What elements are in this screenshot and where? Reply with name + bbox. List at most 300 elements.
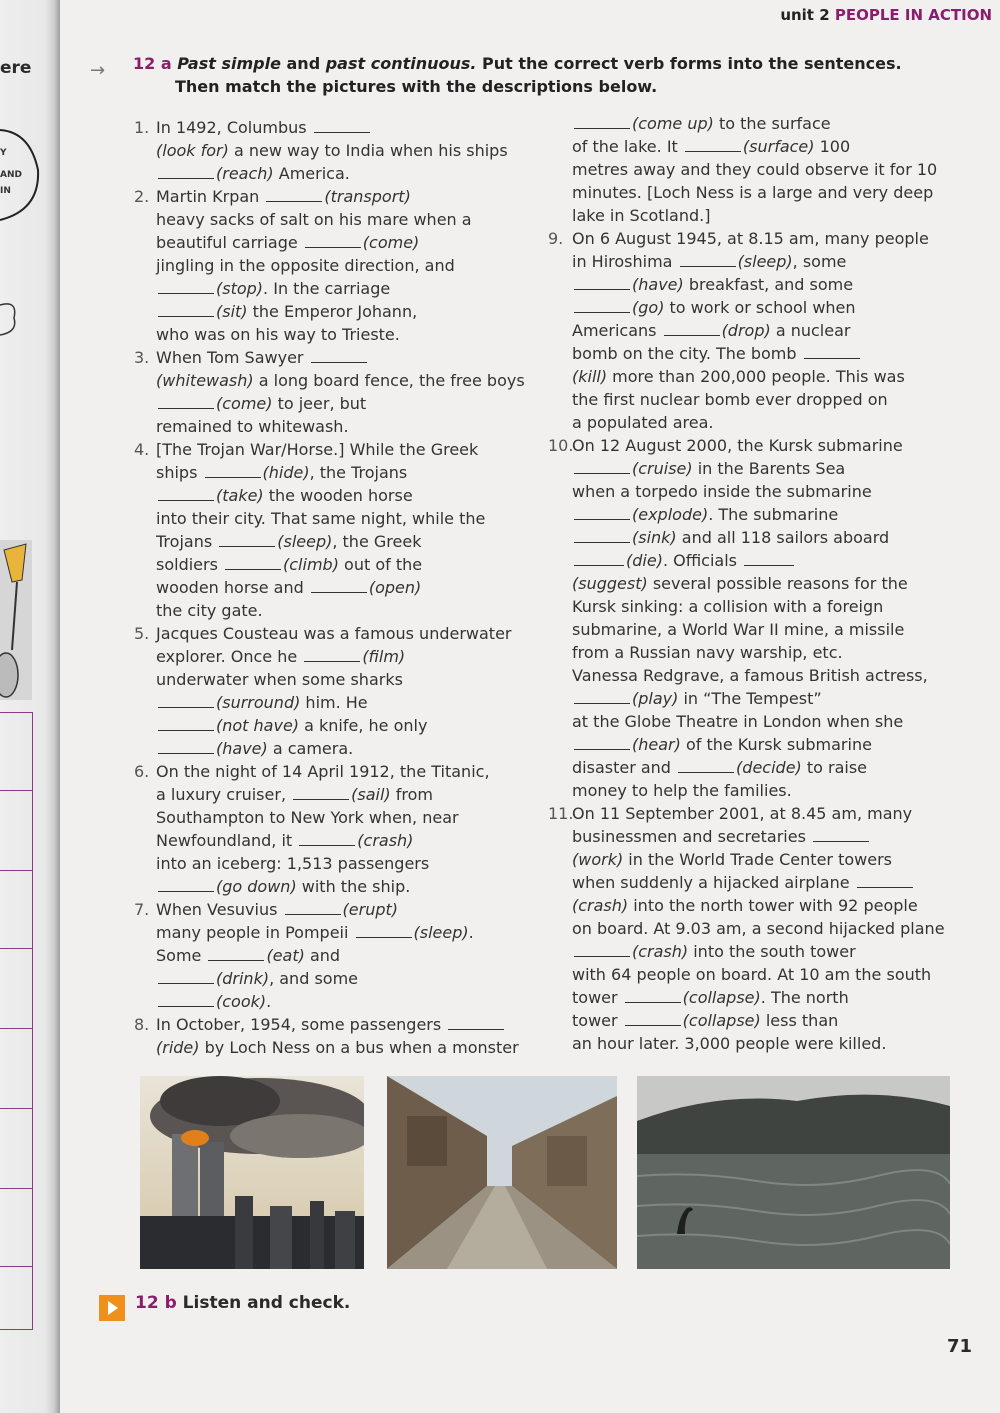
sentence-text: , some — [792, 252, 847, 271]
sentence-text: . — [468, 923, 474, 942]
sentence-text: , and some — [269, 969, 358, 988]
answer-blank[interactable] — [158, 877, 214, 892]
answer-blank[interactable] — [574, 735, 630, 750]
sentence-text: disaster and — [572, 758, 677, 777]
loch-ness-photo-icon — [637, 1076, 950, 1269]
answer-blank[interactable] — [266, 187, 322, 202]
sentence-text: by Loch Ness on a bus when a monster — [199, 1038, 519, 1057]
exercise-line — [134, 783, 525, 806]
answer-blank[interactable] — [574, 942, 630, 957]
sentence-text: a camera. — [267, 739, 354, 758]
verb-hint: (sleep) — [413, 923, 469, 942]
exercise-line — [134, 1036, 525, 1059]
answer-blank[interactable] — [285, 900, 341, 915]
sentence-text: a nuclear — [770, 321, 851, 340]
sentence-text: to jeer, but — [272, 394, 367, 413]
answer-blank[interactable] — [574, 114, 630, 129]
answer-blank[interactable] — [574, 528, 630, 543]
table-row — [0, 1266, 32, 1267]
table-row — [0, 1108, 32, 1109]
sentence-text: to raise — [801, 758, 868, 777]
sentence-text: him. He — [300, 693, 368, 712]
sentence-text: When Tom Sawyer — [156, 348, 309, 367]
exercise-line — [134, 116, 525, 139]
exercise-line — [134, 875, 525, 898]
exercise-line — [134, 530, 525, 553]
verb-hint: (whitewash) — [156, 371, 254, 390]
sentence-text: Vanessa Redgrave, a famous British actress, — [572, 666, 928, 685]
sentence-text: On 6 August 1945, at 8.15 am, many people — [572, 229, 929, 248]
item-number: 4. — [134, 440, 150, 459]
sentence-text: Kursk sinking: a collision with a foreign — [572, 597, 884, 616]
exercise-line — [548, 802, 945, 825]
title-italic: past continuous. — [325, 54, 477, 73]
verb-hint: (cook) — [216, 992, 267, 1011]
sentence-text: a new way to India when his ships — [228, 141, 508, 160]
verb-hint: (take) — [216, 486, 264, 505]
sentence-text: On 11 September 2001, at 8.45 am, many — [572, 804, 913, 823]
facing-page-fragment: IN — [0, 186, 11, 196]
exercise-line — [548, 848, 945, 871]
answer-blank[interactable] — [158, 969, 214, 984]
verb-hint: (surface) — [742, 137, 815, 156]
sentence-text: the city gate. — [156, 601, 263, 620]
exercise-line — [134, 461, 525, 484]
sentence-text: jingling in the opposite direction, and — [156, 256, 455, 275]
answer-blank[interactable] — [299, 831, 355, 846]
exercise-line — [134, 622, 525, 645]
sentence-text: submarine, a World War II mine, a missile — [572, 620, 905, 639]
guitar-illustration-icon — [0, 540, 32, 700]
exercise-line — [134, 599, 525, 622]
verb-hint: (eat) — [266, 946, 305, 965]
exercise-line — [548, 181, 945, 204]
answer-blank[interactable] — [219, 532, 275, 547]
verb-hint: (go) — [632, 298, 665, 317]
exercise-line — [134, 760, 525, 783]
right-column — [548, 112, 945, 1055]
exercise-line — [548, 572, 945, 595]
answer-blank[interactable] — [158, 693, 214, 708]
sentence-text: in the Barents Sea — [692, 459, 846, 478]
answer-blank[interactable] — [574, 551, 624, 566]
answer-blank[interactable] — [158, 302, 214, 317]
unit-label: unit 2 — [780, 6, 830, 24]
answer-blank[interactable] — [664, 321, 720, 336]
exercise-line — [548, 871, 945, 894]
table-row — [0, 712, 32, 713]
sentence-text: breakfast, and some — [683, 275, 854, 294]
sentence-text: . In the carriage — [263, 279, 391, 298]
exercise-line — [134, 277, 525, 300]
unit-topic: PEOPLE IN ACTION — [834, 6, 992, 24]
verb-hint: (open) — [368, 578, 422, 597]
sentence-text: . Officials — [662, 551, 743, 570]
exercise-line — [548, 273, 945, 296]
exercise-line — [548, 779, 945, 802]
exercise-line — [548, 434, 945, 457]
verb-hint: (stop) — [216, 279, 264, 298]
verb-hint: (cruise) — [632, 459, 693, 478]
facing-page-word: ere — [0, 58, 32, 78]
exercise-line — [548, 549, 945, 572]
exercise-line — [134, 231, 525, 254]
exercise-line — [134, 553, 525, 576]
verb-hint: (hide) — [262, 463, 310, 482]
exercise-line — [548, 917, 945, 940]
sentence-text: lake in Scotland.] — [572, 206, 711, 225]
verb-hint: (have) — [216, 739, 268, 758]
item-number: 5. — [134, 624, 150, 643]
sentence-text: with the ship. — [296, 877, 411, 896]
sentence-text: money to help the families. — [572, 781, 792, 800]
sentence-text: tower — [572, 988, 623, 1007]
exercise-line — [134, 346, 525, 369]
sentence-text: . The north — [760, 988, 849, 1007]
flower-icon — [0, 300, 20, 340]
sentence-text: bomb on the city. The bomb — [572, 344, 802, 363]
item-number: 10. — [548, 436, 574, 455]
sentence-text: , the Greek — [332, 532, 422, 551]
exercise-line — [548, 503, 945, 526]
sentence-text: minutes. [Loch Ness is a large and very deep — [572, 183, 934, 202]
answer-blank[interactable] — [574, 298, 630, 313]
sentence-text: into the south tower — [688, 942, 856, 961]
answer-blank[interactable] — [208, 946, 264, 961]
sentence-text: the Emperor Johann, — [247, 302, 418, 321]
sentence-text: a luxury cruiser, — [156, 785, 292, 804]
answer-blank[interactable] — [857, 873, 913, 888]
sentence-text: On 12 August 2000, the Kursk submarine — [572, 436, 903, 455]
answer-blank[interactable] — [574, 275, 630, 290]
answer-blank[interactable] — [678, 758, 734, 773]
exercise-line — [548, 296, 945, 319]
verb-hint: (climb) — [283, 555, 339, 574]
exercise-line — [134, 300, 525, 323]
verb-hint: (crash) — [572, 896, 629, 915]
sentence-text: Martin Krpan — [156, 187, 265, 206]
sentence-text: Americans — [572, 321, 662, 340]
answer-blank[interactable] — [574, 459, 630, 474]
verb-hint: (not have) — [216, 716, 300, 735]
exercise-line — [548, 1032, 945, 1055]
exercise-line — [548, 227, 945, 250]
sentence-text: more than 200,000 people. This was — [607, 367, 905, 386]
sentence-text: the first nuclear bomb ever dropped on — [572, 390, 888, 409]
exercise-line — [134, 208, 525, 231]
exercise-line — [134, 967, 525, 990]
sentence-text: businessmen and secretaries — [572, 827, 811, 846]
verb-hint: (sink) — [632, 528, 677, 547]
sentence-text: . — [266, 992, 272, 1011]
audio-play-button[interactable] — [99, 1295, 125, 1321]
exercise-line — [548, 319, 945, 342]
answer-blank[interactable] — [314, 118, 370, 133]
answer-blank[interactable] — [685, 137, 741, 152]
answer-blank[interactable] — [225, 555, 281, 570]
burning-towers-photo — [140, 1076, 364, 1269]
exercise-line — [548, 342, 945, 365]
answer-blank[interactable] — [311, 578, 367, 593]
exercise-line — [548, 940, 945, 963]
unit-header — [780, 6, 992, 24]
verb-hint: (sleep) — [277, 532, 333, 551]
facing-page-fragment: AND — [0, 170, 22, 180]
answer-blank[interactable] — [158, 394, 214, 409]
sentence-text: less than — [760, 1011, 839, 1030]
sentence-text: Trojans — [156, 532, 218, 551]
exercise-line — [548, 526, 945, 549]
table-row — [0, 948, 32, 949]
exercise-line — [548, 411, 945, 434]
verb-hint: (reach) — [216, 164, 274, 183]
exercise-line — [134, 852, 525, 875]
exercise-line — [134, 668, 525, 691]
answer-blank[interactable] — [448, 1015, 504, 1030]
answer-blank[interactable] — [158, 164, 214, 179]
item-number: 7. — [134, 900, 150, 919]
verb-hint: (sleep) — [737, 252, 793, 271]
answer-blank[interactable] — [158, 279, 214, 294]
verb-hint: (kill) — [572, 367, 608, 386]
exercise-line — [134, 392, 525, 415]
answer-blank[interactable] — [744, 551, 794, 566]
pompeii-street-photo — [387, 1076, 617, 1269]
exercise-line — [548, 1009, 945, 1032]
answer-blank[interactable] — [356, 923, 412, 938]
verb-hint: (decide) — [736, 758, 802, 777]
verb-hint: (play) — [632, 689, 679, 708]
answer-blank[interactable] — [205, 463, 261, 478]
answer-blank[interactable] — [574, 505, 630, 520]
sentence-text: [The Trojan War/Horse.] While the Greek — [156, 440, 479, 459]
facing-page-table — [0, 712, 33, 1330]
sentence-text: On the night of 14 April 1912, the Titanic, — [156, 762, 490, 781]
exercise-line — [548, 365, 945, 388]
verb-hint: (crash) — [632, 942, 689, 961]
verb-hint: (have) — [632, 275, 684, 294]
verb-hint: (work) — [572, 850, 624, 869]
sentence-text: out of the — [338, 555, 423, 574]
verb-hint: (erupt) — [342, 900, 399, 919]
answer-blank[interactable] — [158, 486, 214, 501]
sentence-text: to work or school when — [664, 298, 856, 317]
sentence-text: metres away and they could observe it for 10 — [572, 160, 938, 179]
exercise-line — [548, 388, 945, 411]
sentence-text: an hour later. 3,000 people were killed. — [572, 1034, 887, 1053]
exercise-12b-label: Listen and check. — [176, 1293, 351, 1313]
item-number: 3. — [134, 348, 150, 367]
sentence-text: into an iceberg: 1,513 passengers — [156, 854, 430, 873]
table-row — [0, 1028, 32, 1029]
exercise-line — [134, 139, 525, 162]
answer-blank[interactable] — [158, 716, 214, 731]
answer-blank[interactable] — [625, 1011, 681, 1026]
answer-blank[interactable] — [305, 233, 361, 248]
sentence-text: ships — [156, 463, 203, 482]
exercise-line — [548, 687, 945, 710]
sentence-text: from a Russian navy warship, etc. — [572, 643, 843, 662]
sentence-text: into their city. That same night, while the — [156, 509, 486, 528]
sentence-text: several possible reasons for the — [647, 574, 908, 593]
sentence-text: to the surface — [713, 114, 831, 133]
facing-page-fragment: Y — [0, 148, 7, 158]
sentence-text: with 64 people on board. At 10 am the south — [572, 965, 932, 984]
sentence-text: In 1492, Columbus — [156, 118, 312, 137]
answer-blank[interactable] — [625, 988, 681, 1003]
exercise-line — [548, 595, 945, 618]
sentence-text: wooden horse and — [156, 578, 309, 597]
sentence-text: Southampton to New York when, near — [156, 808, 459, 827]
exercise-line — [134, 369, 525, 392]
exercise-line — [548, 664, 945, 687]
sentence-text: Newfoundland, it — [156, 831, 298, 850]
verb-hint: (come) — [362, 233, 420, 252]
exercise-instructions — [133, 52, 902, 98]
answer-blank[interactable] — [158, 739, 214, 754]
exercise-line — [548, 250, 945, 273]
sentence-text: heavy sacks of salt on his mare when a — [156, 210, 472, 229]
exercise-line — [548, 710, 945, 733]
sentence-text: underwater when some sharks — [156, 670, 403, 689]
exercise-line — [134, 990, 525, 1013]
exercise-line — [548, 618, 945, 641]
sentence-text: a long board fence, the free boys — [253, 371, 525, 390]
item-number: 9. — [548, 229, 564, 248]
exercise-line — [548, 825, 945, 848]
sentence-text: explorer. Once he — [156, 647, 303, 666]
verb-hint: (explode) — [632, 505, 709, 524]
exercise-line — [134, 691, 525, 714]
answer-blank[interactable] — [804, 344, 860, 359]
title-italic: Past simple — [177, 54, 281, 73]
cartoon-bubble-icon — [0, 120, 45, 230]
sentence-text: and all 118 sailors aboard — [676, 528, 890, 547]
answer-blank[interactable] — [304, 647, 360, 662]
table-row — [0, 1188, 32, 1189]
verb-hint: (sail) — [351, 785, 391, 804]
sentence-text: tower — [572, 1011, 623, 1030]
exercise-line — [134, 254, 525, 277]
verb-hint: (hear) — [632, 735, 681, 754]
exercise-line — [134, 1013, 525, 1036]
item-number: 8. — [134, 1015, 150, 1034]
title-line-2: Then match the pictures with the descriptions below. — [175, 77, 658, 96]
burning-towers-photo-icon — [140, 1076, 364, 1269]
title-text: and — [280, 54, 326, 73]
answer-blank[interactable] — [311, 348, 367, 363]
left-column — [134, 116, 525, 1059]
sentence-text: who was on his way to Trieste. — [156, 325, 400, 344]
exercise-line — [548, 894, 945, 917]
exercise-line — [134, 921, 525, 944]
sentence-text: a knife, he only — [299, 716, 428, 735]
sentence-text: In October, 1954, some passengers — [156, 1015, 447, 1034]
title-text: Put the correct verb forms into the sentences. — [476, 54, 902, 73]
exercise-line — [134, 944, 525, 967]
sentence-text: soldiers — [156, 555, 224, 574]
exercise-line — [134, 898, 525, 921]
exercise-line — [548, 204, 945, 227]
exercise-line — [134, 737, 525, 760]
verb-hint: (drop) — [721, 321, 771, 340]
verb-hint: (ride) — [156, 1038, 200, 1057]
exercise-line — [548, 986, 945, 1009]
exercise-line — [134, 162, 525, 185]
exercise-line — [134, 645, 525, 668]
sentence-text: remained to whitewash. — [156, 417, 349, 436]
exercise-line — [134, 185, 525, 208]
exercise-line — [134, 829, 525, 852]
answer-blank[interactable] — [680, 252, 736, 267]
arrow-icon: → — [90, 60, 106, 81]
sentence-text: of the lake. It — [572, 137, 683, 156]
page-number: 71 — [946, 1336, 972, 1357]
exercise-line — [134, 806, 525, 829]
sentence-text: from — [390, 785, 433, 804]
sentence-text: Some — [156, 946, 207, 965]
loch-ness-photo — [637, 1076, 950, 1269]
exercise-line — [548, 963, 945, 986]
verb-hint: (transport) — [324, 187, 411, 206]
sentence-text: America. — [273, 164, 350, 183]
table-row — [0, 870, 32, 871]
sentence-text: a populated area. — [572, 413, 714, 432]
table-row — [0, 1329, 32, 1330]
exercise-line — [134, 507, 525, 530]
verb-hint: (collapse) — [682, 1011, 761, 1030]
exercise-line — [548, 135, 945, 158]
answer-blank[interactable] — [158, 992, 214, 1007]
item-number: 11. — [548, 804, 574, 823]
sentence-text: When Vesuvius — [156, 900, 283, 919]
exercise-line — [548, 158, 945, 181]
exercise-line — [134, 323, 525, 346]
sentence-text: , the Trojans — [309, 463, 408, 482]
sentence-text: in “The Tempest” — [678, 689, 822, 708]
verb-hint: (die) — [626, 551, 663, 570]
exercise-12b — [135, 1293, 350, 1313]
pompeii-street-photo-icon — [387, 1076, 617, 1269]
sentence-text: 100 — [814, 137, 851, 156]
sentence-text: in Hiroshima — [572, 252, 678, 271]
sentence-text: when a torpedo inside the submarine — [572, 482, 872, 501]
exercise-12b-number: 12 b — [135, 1293, 177, 1313]
table-row — [0, 790, 32, 791]
item-number: 2. — [134, 187, 150, 206]
sentence-text: beautiful carriage — [156, 233, 303, 252]
verb-hint: (suggest) — [572, 574, 648, 593]
verb-hint: (sit) — [216, 302, 248, 321]
exercise-line — [134, 415, 525, 438]
sentence-text: many people in Pompeii — [156, 923, 354, 942]
verb-hint: (come up) — [632, 114, 714, 133]
exercise-line — [548, 641, 945, 664]
exercise-line — [548, 112, 945, 135]
verb-hint: (surround) — [216, 693, 301, 712]
exercise-line — [548, 457, 945, 480]
verb-hint: (crash) — [357, 831, 414, 850]
sentence-text: at the Globe Theatre in London when she — [572, 712, 904, 731]
answer-blank[interactable] — [293, 785, 349, 800]
verb-hint: (collapse) — [682, 988, 761, 1007]
sentence-text: into the north tower with 92 people — [628, 896, 918, 915]
exercise-line — [548, 733, 945, 756]
verb-hint: (go down) — [216, 877, 297, 896]
sentence-text: the wooden horse — [263, 486, 413, 505]
answer-blank[interactable] — [813, 827, 869, 842]
answer-blank[interactable] — [574, 689, 630, 704]
